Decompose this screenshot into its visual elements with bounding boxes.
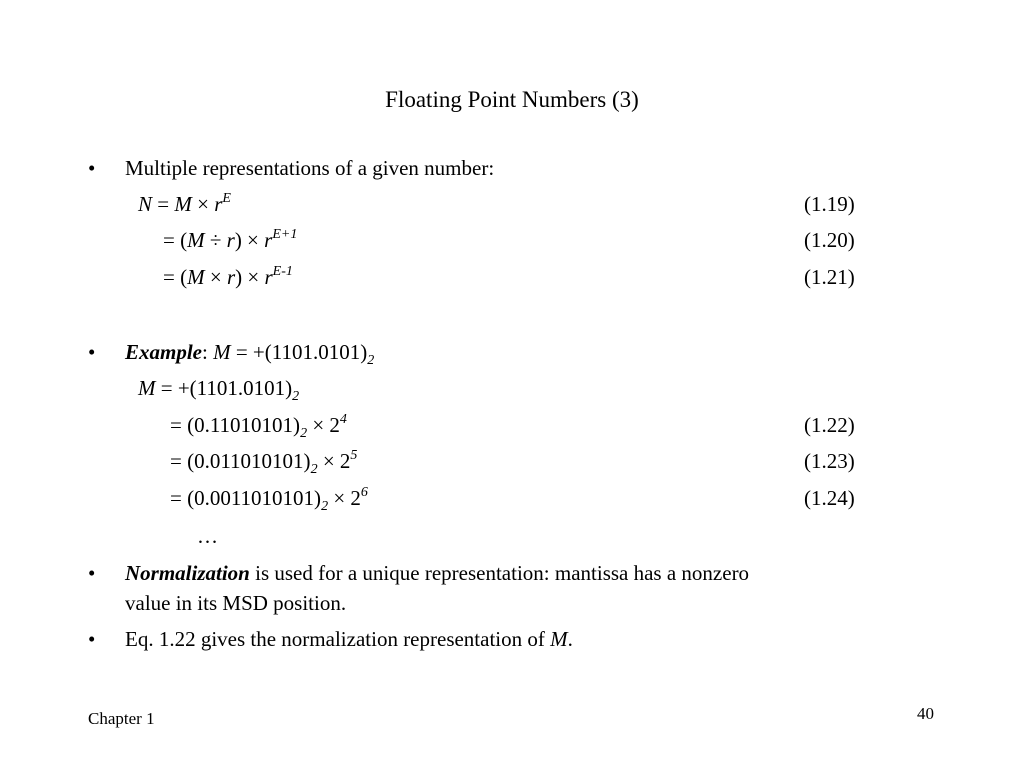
normalization-label: Normalization	[125, 561, 250, 585]
eq-text: .	[567, 627, 573, 651]
example-label: Example	[125, 340, 202, 364]
eq-subscript: 2	[367, 353, 375, 368]
equation-1-22	[170, 411, 347, 439]
ellipsis: …	[197, 524, 218, 548]
eq-text: = (0.0011010101)	[170, 486, 322, 510]
equation-number: (1.22)	[804, 413, 855, 437]
equation-1-24	[170, 484, 368, 512]
eq-text: = +(1101.0101)	[155, 376, 293, 400]
bullet-4-text	[125, 625, 573, 653]
eq-text: × 2	[317, 449, 351, 473]
bullet-4-marker: •	[88, 627, 96, 651]
eq-exponent: E	[222, 191, 231, 206]
eq-symbol: M	[187, 265, 205, 289]
equation-number: (1.24)	[804, 486, 855, 510]
equation-1-19	[138, 190, 231, 218]
eq-symbol: r	[264, 228, 273, 252]
bullet-3-text: is used for a unique representation: mantissa has a nonzero	[249, 561, 750, 585]
eq-text: ) ×	[234, 228, 265, 252]
bullet-4-body: Eq. 1.22 gives the normalization representation of	[125, 627, 551, 651]
eq-text: =	[152, 192, 175, 216]
eq-text: ) ×	[235, 265, 265, 289]
eq-exponent: E-1	[272, 264, 293, 279]
eq-exponent: 5	[350, 448, 358, 463]
slide-title: Floating Point Numbers (3)	[385, 87, 639, 112]
eq-symbol: r	[226, 265, 236, 289]
equation-number: (1.21)	[804, 265, 855, 289]
eq-symbol: r	[214, 192, 223, 216]
eq-text: = +(1101.0101)	[230, 340, 368, 364]
eq-subscript: 2	[310, 462, 318, 477]
eq-text: = (	[163, 228, 188, 252]
eq-text: = (0.11010101)	[170, 413, 301, 437]
eq-text: × 2	[328, 486, 361, 510]
equation-number: (1.20)	[804, 228, 855, 252]
bullet-3-line-2: value in its MSD position.	[125, 591, 347, 615]
bullet-2-text	[125, 338, 374, 366]
eq-text: ×	[191, 192, 215, 216]
bullet-2-marker: •	[88, 340, 96, 364]
eq-subscript: 2	[321, 499, 329, 514]
bullet-1-marker: •	[88, 156, 96, 180]
bullet-1-text: Multiple representations of a given number:	[125, 156, 495, 180]
eq-symbol: N	[138, 192, 153, 216]
eq-text: ×	[204, 265, 227, 289]
page-number: 40	[917, 704, 934, 723]
bullet-3-marker: •	[88, 561, 96, 585]
equation-1-21	[163, 263, 293, 291]
eq-symbol: r	[264, 265, 273, 289]
eq-symbol: M	[550, 627, 568, 651]
eq-symbol: M	[138, 376, 156, 400]
equation-1-20	[163, 226, 297, 254]
eq-subscript: 2	[300, 426, 308, 441]
equation-1-23	[170, 447, 357, 475]
bullet-3-line-1	[125, 559, 749, 587]
eq-exponent: E+1	[272, 227, 298, 242]
example-line-1	[138, 374, 299, 402]
eq-symbol: M	[213, 340, 231, 364]
footer-chapter: Chapter 1	[88, 709, 155, 728]
eq-exponent: 4	[339, 412, 347, 427]
eq-symbol: r	[226, 228, 235, 252]
equation-number: (1.19)	[804, 192, 855, 216]
equation-number: (1.23)	[804, 449, 855, 473]
eq-symbol: M	[187, 228, 205, 252]
eq-symbol: M	[174, 192, 192, 216]
eq-exponent: 6	[360, 485, 368, 500]
eq-text: ÷	[204, 228, 227, 252]
eq-text: × 2	[307, 413, 340, 437]
eq-text: = (0.011010101)	[170, 449, 311, 473]
eq-subscript: 2	[292, 389, 300, 404]
eq-text: :	[202, 340, 214, 364]
eq-text: = (	[163, 265, 188, 289]
